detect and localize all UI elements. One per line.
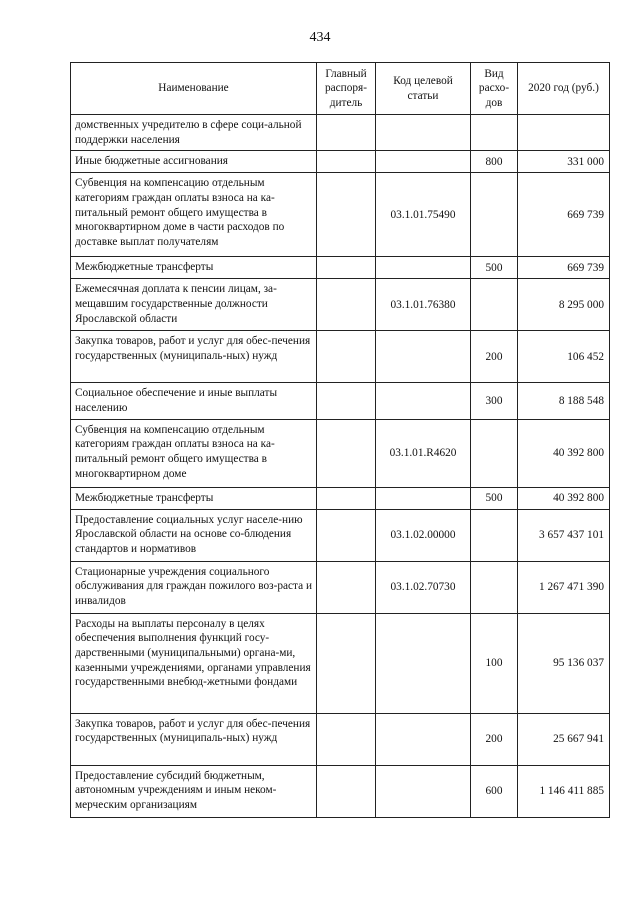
row-admin [317, 173, 376, 257]
row-kind [471, 115, 518, 151]
row-admin [317, 115, 376, 151]
table-row [71, 331, 610, 383]
row-name: Субвенция на компенсацию отдельным категориям граждан оплаты взноса на ка-питальный ремонт общего имущества в многоквартирном доме в части расходов по доставке выплат получателям [71, 173, 317, 257]
row-admin [317, 713, 376, 765]
row-amount: 669 739 [518, 173, 610, 257]
row-name: Закупка товаров, работ и услуг для обес-печения государственных (муниципаль-ных) нужд [71, 713, 317, 765]
row-amount: 669 739 [518, 257, 610, 279]
page-number: 434 [309, 30, 331, 45]
row-code [376, 765, 471, 817]
table-row [71, 151, 610, 173]
row-admin [317, 509, 376, 561]
row-kind [471, 509, 518, 561]
row-name: Межбюджетные трансферты [71, 257, 317, 279]
row-name: Социальное обеспечение и иные выплаты населению [71, 383, 317, 419]
row-code [376, 487, 471, 509]
row-admin [317, 765, 376, 817]
table-row [71, 279, 610, 331]
row-name: Предоставление социальных услуг населе-нию Ярославской области на основе со-блюдения стандартов и нормативов [71, 509, 317, 561]
header-admin: Главный распоря-дитель [317, 63, 376, 115]
row-amount: 1 267 471 390 [518, 561, 610, 613]
row-name: Ежемесячная доплата к пенсии лицам, за-мещавшим государственные должности Ярославской области [71, 279, 317, 331]
row-kind [471, 279, 518, 331]
row-code [376, 713, 471, 765]
row-name: Межбюджетные трансферты [71, 487, 317, 509]
row-kind: 800 [471, 151, 518, 173]
header-year: 2020 год (руб.) [518, 63, 610, 115]
row-amount: 25 667 941 [518, 713, 610, 765]
row-name: Иные бюджетные ассигнования [71, 151, 317, 173]
table-row [71, 115, 610, 151]
row-code [376, 383, 471, 419]
row-kind: 500 [471, 257, 518, 279]
row-name: Закупка товаров, работ и услуг для обес-печения государственных (муниципаль-ных) нужд [71, 331, 317, 383]
row-code [376, 151, 471, 173]
row-amount: 331 000 [518, 151, 610, 173]
row-name: Предоставление субсидий бюджетным, автономным учреждениям и иным неком-мерческим организациям [71, 765, 317, 817]
row-kind [471, 561, 518, 613]
row-kind: 600 [471, 765, 518, 817]
row-kind: 500 [471, 487, 518, 509]
row-amount: 95 136 037 [518, 613, 610, 713]
header-kind: Вид расхо-дов [471, 63, 518, 115]
row-code: 03.1.01.75490 [376, 173, 471, 257]
table-row [71, 487, 610, 509]
row-amount: 40 392 800 [518, 487, 610, 509]
row-amount: 1 146 411 885 [518, 765, 610, 817]
table-row [71, 509, 610, 561]
header-code: Код целевой статьи [376, 63, 471, 115]
table-row [71, 561, 610, 613]
row-kind: 200 [471, 331, 518, 383]
row-kind: 300 [471, 383, 518, 419]
table-row [71, 419, 610, 487]
table-row [71, 765, 610, 817]
row-kind [471, 173, 518, 257]
table-header-row [71, 63, 610, 115]
table-row [71, 173, 610, 257]
row-admin [317, 487, 376, 509]
row-amount: 3 657 437 101 [518, 509, 610, 561]
row-amount: 106 452 [518, 331, 610, 383]
row-name: Расходы на выплаты персоналу в целях обеспечения выполнения функций госу-дарственными (муниципальными) органа-ми, казенными учреждениями, органами управления государственными внебюд-жетными фондами [71, 613, 317, 713]
row-name: домственных учредителю в сфере соци-альной поддержки населения [71, 115, 317, 151]
row-amount: 8 188 548 [518, 383, 610, 419]
row-admin [317, 257, 376, 279]
budget-table [70, 62, 610, 818]
row-admin [317, 279, 376, 331]
row-code [376, 257, 471, 279]
table-row [71, 257, 610, 279]
row-admin [317, 151, 376, 173]
row-code: 03.1.02.00000 [376, 509, 471, 561]
row-code: 03.1.02.70730 [376, 561, 471, 613]
row-amount: 40 392 800 [518, 419, 610, 487]
row-code: 03.1.01.R4620 [376, 419, 471, 487]
row-name: Субвенция на компенсацию отдельным категориям граждан оплаты взноса на ка-питальный ремонт общего имущества в многоквартирном доме [71, 419, 317, 487]
row-code [376, 331, 471, 383]
row-admin [317, 419, 376, 487]
row-name: Стационарные учреждения социального обслуживания для граждан пожилого воз-раста и инвалидов [71, 561, 317, 613]
row-amount [518, 115, 610, 151]
table-body [71, 115, 610, 818]
row-admin [317, 561, 376, 613]
row-code [376, 115, 471, 151]
row-amount: 8 295 000 [518, 279, 610, 331]
header-name: Наименование [71, 63, 317, 115]
table-row [71, 613, 610, 713]
row-code: 03.1.01.76380 [376, 279, 471, 331]
row-admin [317, 613, 376, 713]
row-code [376, 613, 471, 713]
row-kind: 200 [471, 713, 518, 765]
row-kind [471, 419, 518, 487]
row-kind: 100 [471, 613, 518, 713]
row-admin [317, 383, 376, 419]
row-admin [317, 331, 376, 383]
table-row [71, 383, 610, 419]
table-row [71, 713, 610, 765]
